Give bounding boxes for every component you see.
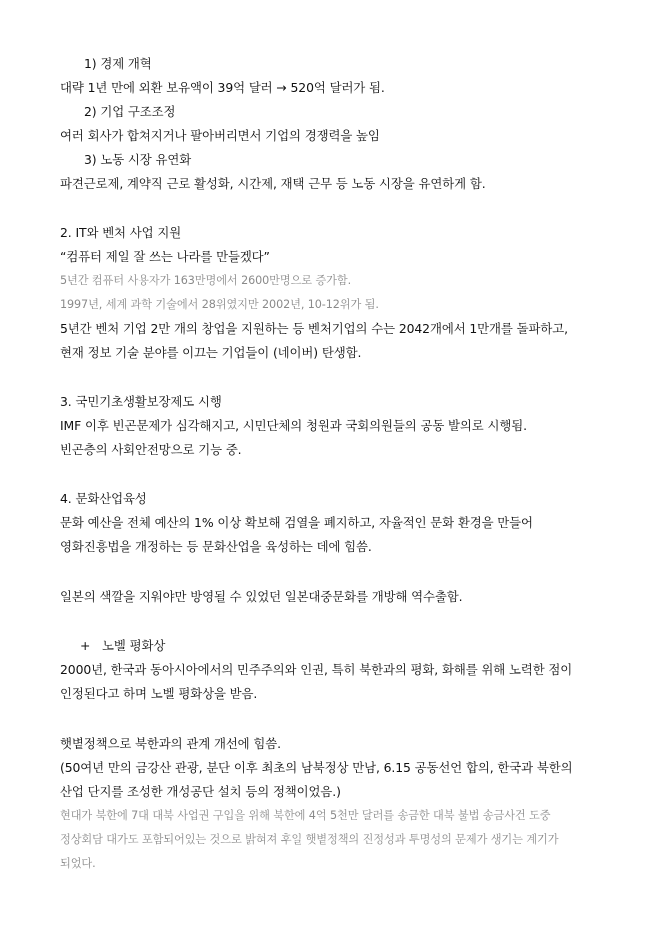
plus-bullet-icon: + (80, 638, 91, 653)
sunshine-text-1: 햇볕정책으로 북한과의 관계 개선에 힘씀. (60, 736, 281, 751)
sub-heading-corporate-restructuring: 2) 기업 구조조정 (84, 104, 176, 119)
section-heading-culture-industry: 4. 문화산업육성 (60, 491, 147, 506)
section-heading-basic-livelihood: 3. 국민기초생활보장제도 시행 (60, 394, 222, 409)
venture-text-2: 현재 정보 기술 분야를 이끄는 기업들이 (네이버) 탄생함. (60, 345, 362, 360)
basic-livelihood-text-2: 빈곤층의 사회안전망으로 기능 중. (60, 442, 242, 457)
nobel-heading-row (80, 638, 165, 654)
nobel-heading: 노벨 평화상 (102, 638, 166, 653)
sunshine-note-1: 현대가 북한에 7대 대북 사업권 구입을 위해 북한에 4억 5천만 달러를 송금한 대북 불법 송금사건 도중 (60, 809, 551, 822)
sunshine-note-2: 정상회담 대가도 포함되어있는 것으로 밝혀져 후일 햇볕정책의 진정성과 투명성의 문제가 생기는 계기가 (60, 833, 559, 846)
sub-heading-labor-flexibility: 3) 노동 시장 유연화 (84, 152, 192, 167)
section-heading-it-venture: 2. IT와 벤처 사업 지원 (60, 225, 182, 240)
sunshine-text-2: (50여년 만의 금강산 관광, 분단 이후 최초의 남북정상 만남, 6.15 공동선언 합의, 한국과 북한의 (60, 760, 573, 775)
corporate-restructuring-text: 여러 회사가 합쳐지거나 팔아버리면서 기업의 경쟁력을 높임 (60, 128, 380, 143)
it-note-ranking: 1997년, 세계 과학 기술에서 28위였지만 2002년, 10-12위가 됨. (60, 298, 379, 311)
sunshine-text-3: 산업 단지를 조성한 개성공단 설치 등의 정책이었음.) (60, 784, 341, 799)
sunshine-note-3: 되었다. (60, 857, 96, 870)
culture-text-3: 일본의 색깔을 지워야만 방영될 수 있었던 일본대중문화를 개방해 역수출함. (60, 589, 463, 604)
labor-flexibility-text: 파견근로제, 계약직 근로 활성화, 시간제, 재택 근무 등 노동 시장을 유연하게 함. (60, 176, 486, 191)
it-quote: “컴퓨터 제일 잘 쓰는 나라를 만들겠다” (60, 249, 270, 264)
nobel-text-2: 인정된다고 하며 노벨 평화상을 받음. (60, 686, 258, 701)
venture-text-1: 5년간 벤처 기업 2만 개의 창업을 지원하는 등 벤처기업의 수는 2042개에서 1만개를 돌파하고, (60, 321, 568, 336)
sub-heading-economic-reform: 1) 경제 개혁 (84, 56, 152, 71)
culture-text-2: 영화진흥법을 개정하는 등 문화산업을 육성하는 데에 힘씀. (60, 539, 372, 554)
nobel-text-1: 2000년, 한국과 동아시아에서의 민주주의와 인권, 특히 북한과의 평화, 화해를 위해 노력한 점이 (60, 662, 573, 677)
culture-text-1: 문화 예산을 전체 예산의 1% 이상 확보해 검열을 폐지하고, 자율적인 문화 환경을 만들어 (60, 515, 533, 530)
it-note-users: 5년간 컴퓨터 사용자가 163만명에서 2600만명으로 증가함. (60, 274, 352, 287)
basic-livelihood-text-1: IMF 이후 빈곤문제가 심각해지고, 시민단체의 청원과 국회의원들의 공동 발의로 시행됨. (60, 418, 527, 433)
economic-reform-text: 대략 1년 만에 외환 보유액이 39억 달러 → 520억 달러가 됨. (60, 80, 385, 95)
